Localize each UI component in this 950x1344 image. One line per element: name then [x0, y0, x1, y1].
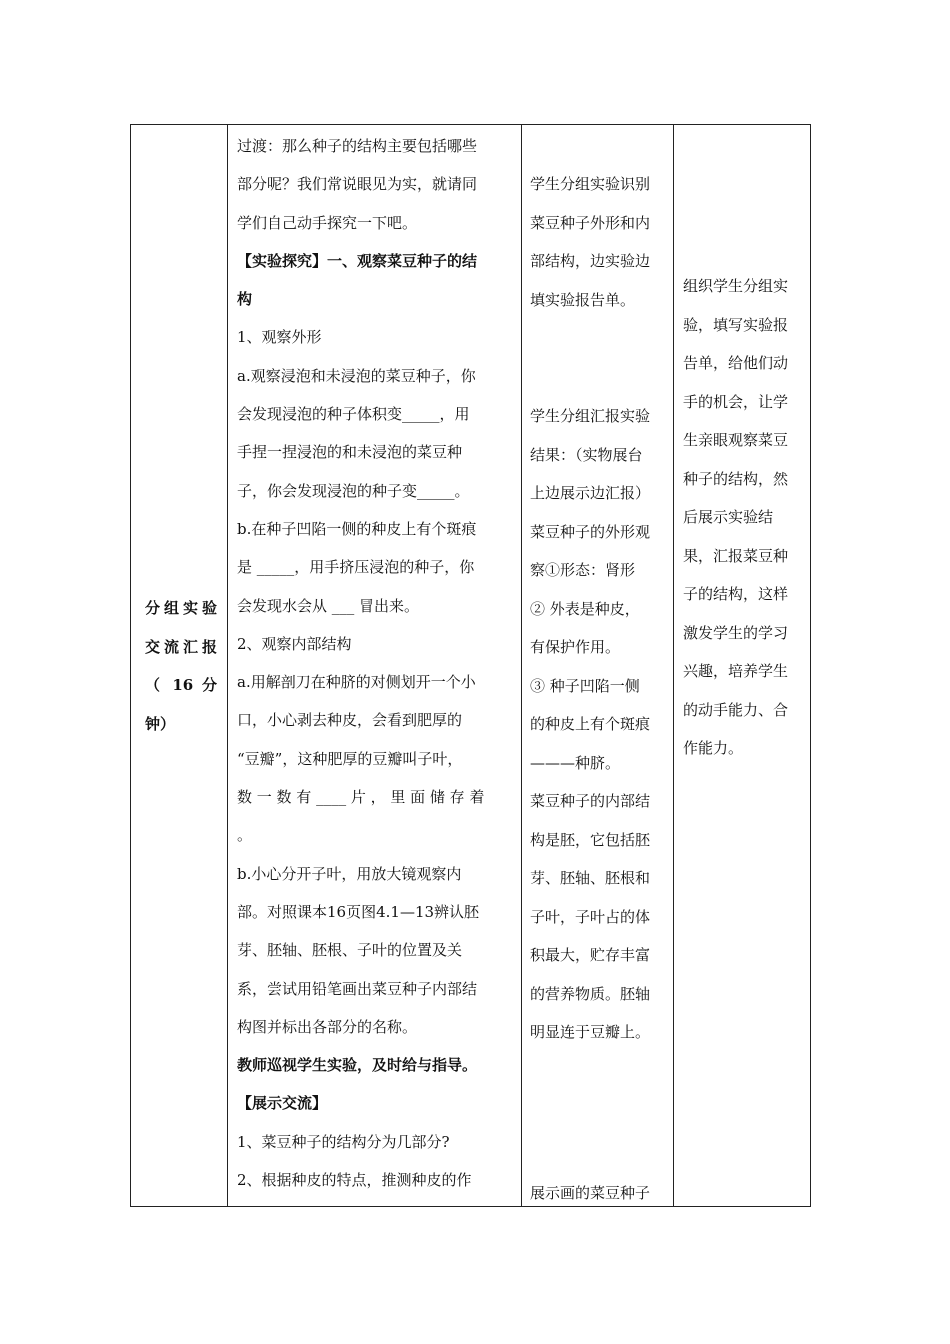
text-line: 学们自己动手探究一下吧。: [237, 213, 418, 232]
text-line: b.小心分开子叶，用放大镜观察内: [237, 864, 462, 883]
design-intent-text: [683, 267, 805, 768]
stage-line: 分组实验: [145, 599, 217, 617]
text-line: 芽、胚轴、胚根、子叶的位置及关: [237, 941, 463, 960]
section-heading: 【展示交流】: [237, 1094, 328, 1113]
text-line: ② 外表是种皮，: [530, 599, 640, 618]
text-line: 菜豆种子的内部结: [530, 792, 651, 810]
text-line: ———种脐。: [530, 753, 621, 772]
text-line: 手的机会，让学: [683, 392, 789, 411]
stage-line: 钟）: [145, 714, 176, 733]
text-line: 果，汇报菜豆种: [683, 546, 789, 565]
text-line: 。: [237, 826, 253, 845]
text-line: 的营养物质。胚轴: [530, 984, 651, 1003]
text-line: 是 _____，用手挤压浸泡的种子，你: [237, 558, 475, 577]
text-line: 子的结构，这样: [683, 585, 789, 603]
text-line: 构是胚，它包括胚: [530, 830, 651, 849]
lesson-table: [130, 124, 811, 1207]
text-line: 学生分组实验识别: [530, 175, 651, 193]
student-activity-experiment: [530, 165, 665, 319]
text-line: 手捏一捏浸泡的和未浸泡的菜豆种: [237, 443, 463, 462]
text-line: 1、观察外形: [237, 328, 322, 347]
text-line: 菜豆种子的外形观: [530, 522, 651, 541]
text-line: 作能力。: [683, 739, 744, 757]
text-line: 会发现浸泡的种子体积变_____，用: [237, 405, 470, 424]
text-line: 种子的结构，然: [683, 469, 789, 488]
text-line: 部。对照课本16页图4.1—13辨认胚: [237, 902, 480, 921]
text-line: 察①形态：肾形: [530, 561, 636, 579]
text-line: 明显连于豆瓣上。: [530, 1023, 651, 1041]
text-line: 结果：（实物展台: [530, 445, 643, 464]
text-line: 填实验报告单。: [530, 290, 636, 309]
text-line: 1、菜豆种子的结构分为几部分?: [237, 1132, 450, 1151]
text-line: 上边展示边汇报）: [530, 484, 651, 502]
text-line: 菜豆种子外形和内: [530, 213, 651, 232]
design-intent-column: [673, 125, 812, 1206]
text-line: 2、观察内部结构: [237, 634, 352, 653]
text-line: 展示画的菜豆种子: [530, 1184, 651, 1202]
text-line: 数 一 数 有 ____ 片 ， 里 面 储 存 着: [237, 788, 485, 807]
student-activity-drawing: [530, 1174, 665, 1213]
student-activity-report: [530, 397, 665, 1052]
text-line: 积最大，贮存丰富: [530, 946, 651, 964]
text-line: 的动手能力、合: [683, 700, 789, 719]
text-line: 2、根据种皮的特点，推测种皮的作: [237, 1171, 472, 1190]
text-line: 系，尝试用铅笔画出菜豆种子内部结: [237, 979, 478, 998]
text-line: 芽、胚轴、胚根和: [530, 869, 651, 887]
text-line: 部分呢？我们常说眼见为实，就请同: [237, 175, 478, 194]
stage-label: [145, 589, 217, 743]
text-line: 会发现水会从 ___ 冒出来。: [237, 596, 420, 615]
text-line: 组织学生分组实: [683, 277, 789, 295]
text-line: ③ 种子凹陷一侧: [530, 676, 640, 695]
text-line: 激发学生的学习: [683, 623, 789, 642]
text-line: a.观察浸泡和未浸泡的菜豆种子，你: [237, 366, 476, 385]
text-line: 子叶，子叶占的体: [530, 907, 651, 926]
text-line: 验，填写实验报: [683, 315, 789, 334]
section-heading: 构: [237, 290, 253, 309]
text-line: 后展示实验结: [683, 508, 774, 526]
text-line: 的种皮上有个斑痕: [530, 715, 651, 733]
section-heading: 【实验探究】一、观察菜豆种子的结: [237, 251, 478, 270]
text-line: “豆瓣”，这种肥厚的豆瓣叫子叶，: [237, 749, 463, 768]
text-line: 告单，给他们动: [683, 354, 789, 372]
text-line: 构图并标出各部分的名称。: [237, 1017, 418, 1036]
section-heading: 教师巡视学生实验，及时给与指导。: [237, 1056, 478, 1075]
text-line: 口，小心剥去种皮，会看到肥厚的: [237, 711, 463, 730]
stage-line: （ 16 分: [145, 676, 217, 694]
stage-column: [131, 125, 227, 1206]
teacher-activity-column: [227, 125, 521, 1206]
text-line: 兴趣，培养学生: [683, 662, 789, 680]
text-line: 有保护作用。: [530, 638, 621, 656]
stage-line: 交流汇报: [145, 637, 217, 656]
text-line: 生亲眼观察菜豆: [683, 431, 789, 449]
text-line: a.用解剖刀在种脐的对侧划开一个小: [237, 673, 476, 692]
student-activity-column: [521, 125, 673, 1206]
text-line: 过渡：那么种子的结构主要包括哪些: [237, 137, 478, 155]
text-line: 子，你会发现浸泡的种子变_____。: [237, 481, 470, 500]
text-line: 学生分组汇报实验: [530, 407, 651, 425]
text-line: b.在种子凹陷一侧的种皮上有个斑痕: [237, 519, 477, 538]
text-line: 部结构，边实验边: [530, 252, 651, 270]
